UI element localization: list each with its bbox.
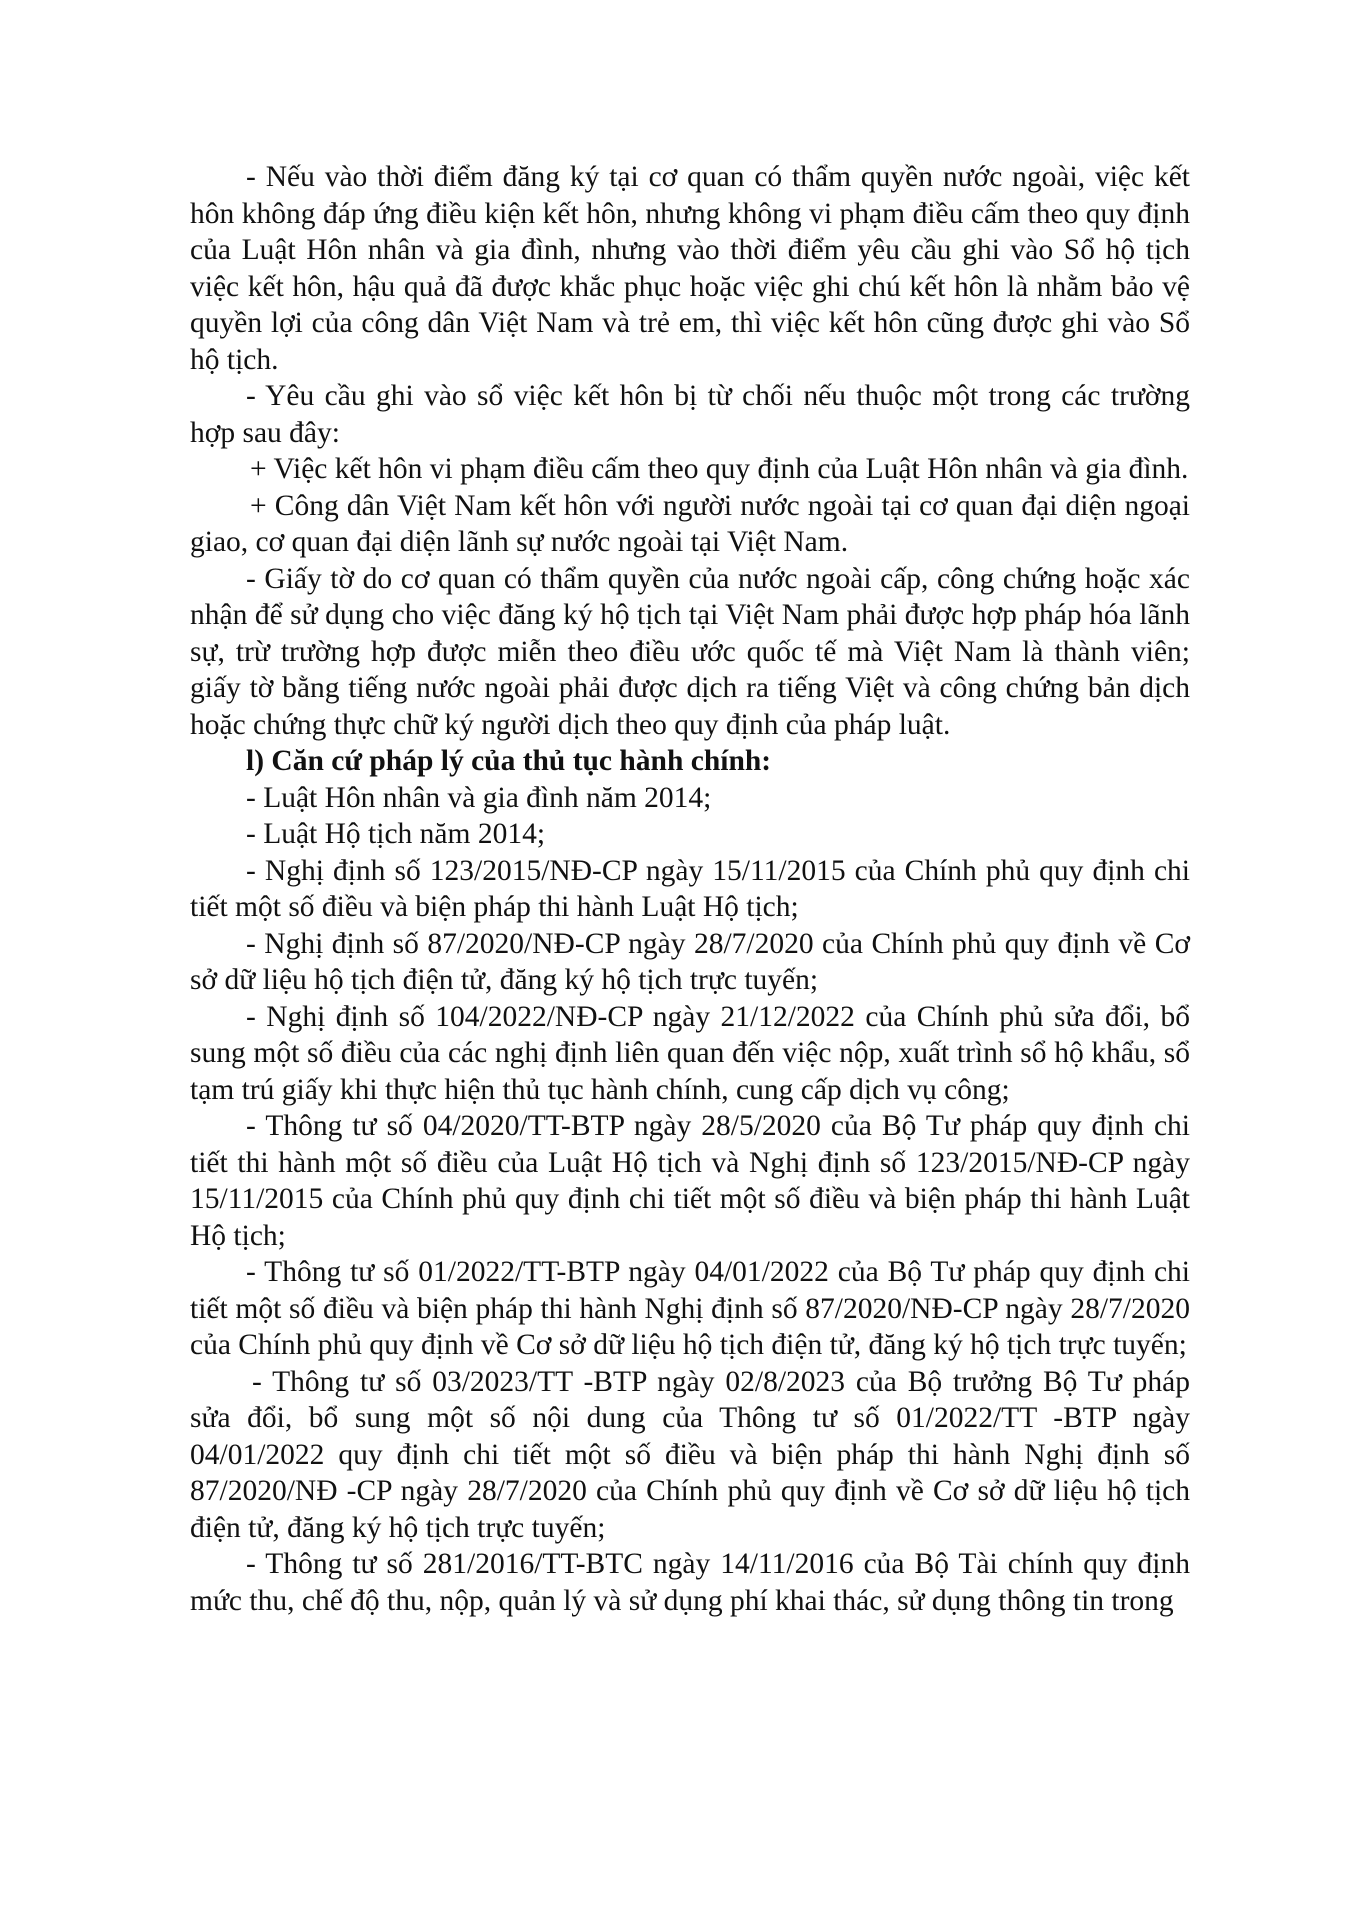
paragraph-refusal-case-1: + Việc kết hôn vi phạm điều cấm theo quy định của Luật Hôn nhân và gia đình.	[250, 453, 1189, 485]
document-body	[190, 159, 1190, 1619]
section-heading-legal-basis: l) Căn cứ pháp lý của thủ tục hành chính:	[246, 745, 772, 777]
legal-basis-item: - Nghị định số 104/2022/NĐ-CP ngày 21/12/2022 của Chính phủ sửa đổi, bổ sung một số điều của các nghị định liên quan đến việc nộp, xuất trình sổ hộ khẩu, sổ tạm trú giấy khi thực hiện thủ tục hành chính, cung cấp dịch vụ công;	[190, 1000, 1190, 1106]
legal-basis-item: - Thông tư số 01/2022/TT-BTP ngày 04/01/2022 của Bộ Tư pháp quy định chi tiết một số điều và biện pháp thi hành Nghị định số 87/2020/NĐ-CP ngày 28/7/2020 của Chính phủ quy định về Cơ sở dữ liệu hộ tịch điện tử, đăng ký hộ tịch trực tuyến;	[190, 1256, 1190, 1361]
legal-basis-item: - Luật Hôn nhân và gia đình năm 2014;	[246, 781, 712, 814]
paragraph-foreign-registration-condition: - Nếu vào thời điểm đăng ký tại cơ quan có thẩm quyền nước ngoài, việc kết hôn không đáp ứng điều kiện kết hôn, nhưng không vi phạm điều cấm theo quy định của Luật Hôn nhân và gia đình, nhưng vào thời điểm yêu cầu ghi vào Sổ hộ tịch việc kết hôn, hậu quả đã được khắc phục hoặc việc ghi chú kết hôn là nhằm bảo vệ quyền lợi của công dân Việt Nam và trẻ em, thì việc kết hôn cũng được ghi vào Sổ hộ tịch.	[190, 161, 1190, 376]
legal-basis-item: - Thông tư số 03/2023/TT -BTP ngày 02/8/2023 của Bộ trưởng Bộ Tư pháp sửa đổi, bổ sung một số nội dung của Thông tư số 01/2022/TT -BTP ngày 04/01/2022 quy định chi tiết một số điều và biện pháp thi hành Nghị định số 87/2020/NĐ -CP ngày 28/7/2020 của Chính phủ quy định về Cơ sở dữ liệu hộ tịch điện tử, đăng ký hộ tịch trực tuyến;	[190, 1365, 1190, 1544]
legal-basis-item: - Nghị định số 123/2015/NĐ-CP ngày 15/11/2015 của Chính phủ quy định chi tiết một số điều và biện pháp thi hành Luật Hộ tịch;	[190, 854, 1190, 923]
paragraph-refusal-cases: - Yêu cầu ghi vào sổ việc kết hôn bị từ chối nếu thuộc một trong các trường hợp sau đây:	[190, 380, 1190, 449]
legal-basis-item: - Thông tư số 04/2020/TT-BTP ngày 28/5/2020 của Bộ Tư pháp quy định chi tiết thi hành một số điều của Luật Hộ tịch và Nghị định số 123/2015/NĐ-CP ngày 15/11/2015 của Chính phủ quy định chi tiết một số điều và biện pháp thi hành Luật Hộ tịch;	[190, 1110, 1190, 1252]
paragraph-consular-legalization: - Giấy tờ do cơ quan có thẩm quyền của nước ngoài cấp, công chứng hoặc xác nhận để sử dụng cho việc đăng ký hộ tịch tại Việt Nam phải được hợp pháp hóa lãnh sự, trừ trường hợp được miễn theo điều ước quốc tế mà Việt Nam là thành viên; giấy tờ bằng tiếng nước ngoài phải được dịch ra tiếng Việt và công chứng bản dịch hoặc chứng thực chữ ký người dịch theo quy định của pháp luật.	[190, 562, 1190, 741]
paragraph-refusal-case-2: + Công dân Việt Nam kết hôn với người nước ngoài tại cơ quan đại diện ngoại giao, cơ quan đại diện lãnh sự nước ngoài tại Việt Nam.	[190, 489, 1190, 558]
legal-basis-item: - Thông tư số 281/2016/TT-BTC ngày 14/11/2016 của Bộ Tài chính quy định mức thu, chế độ thu, nộp, quản lý và sử dụng phí khai thác, sử dụng thông tin trong	[190, 1548, 1190, 1617]
legal-basis-item: - Luật Hộ tịch năm 2014;	[246, 818, 546, 850]
legal-basis-item: - Nghị định số 87/2020/NĐ-CP ngày 28/7/2020 của Chính phủ quy định về Cơ sở dữ liệu hộ tịch điện tử, đăng ký hộ tịch trực tuyến;	[190, 927, 1190, 996]
